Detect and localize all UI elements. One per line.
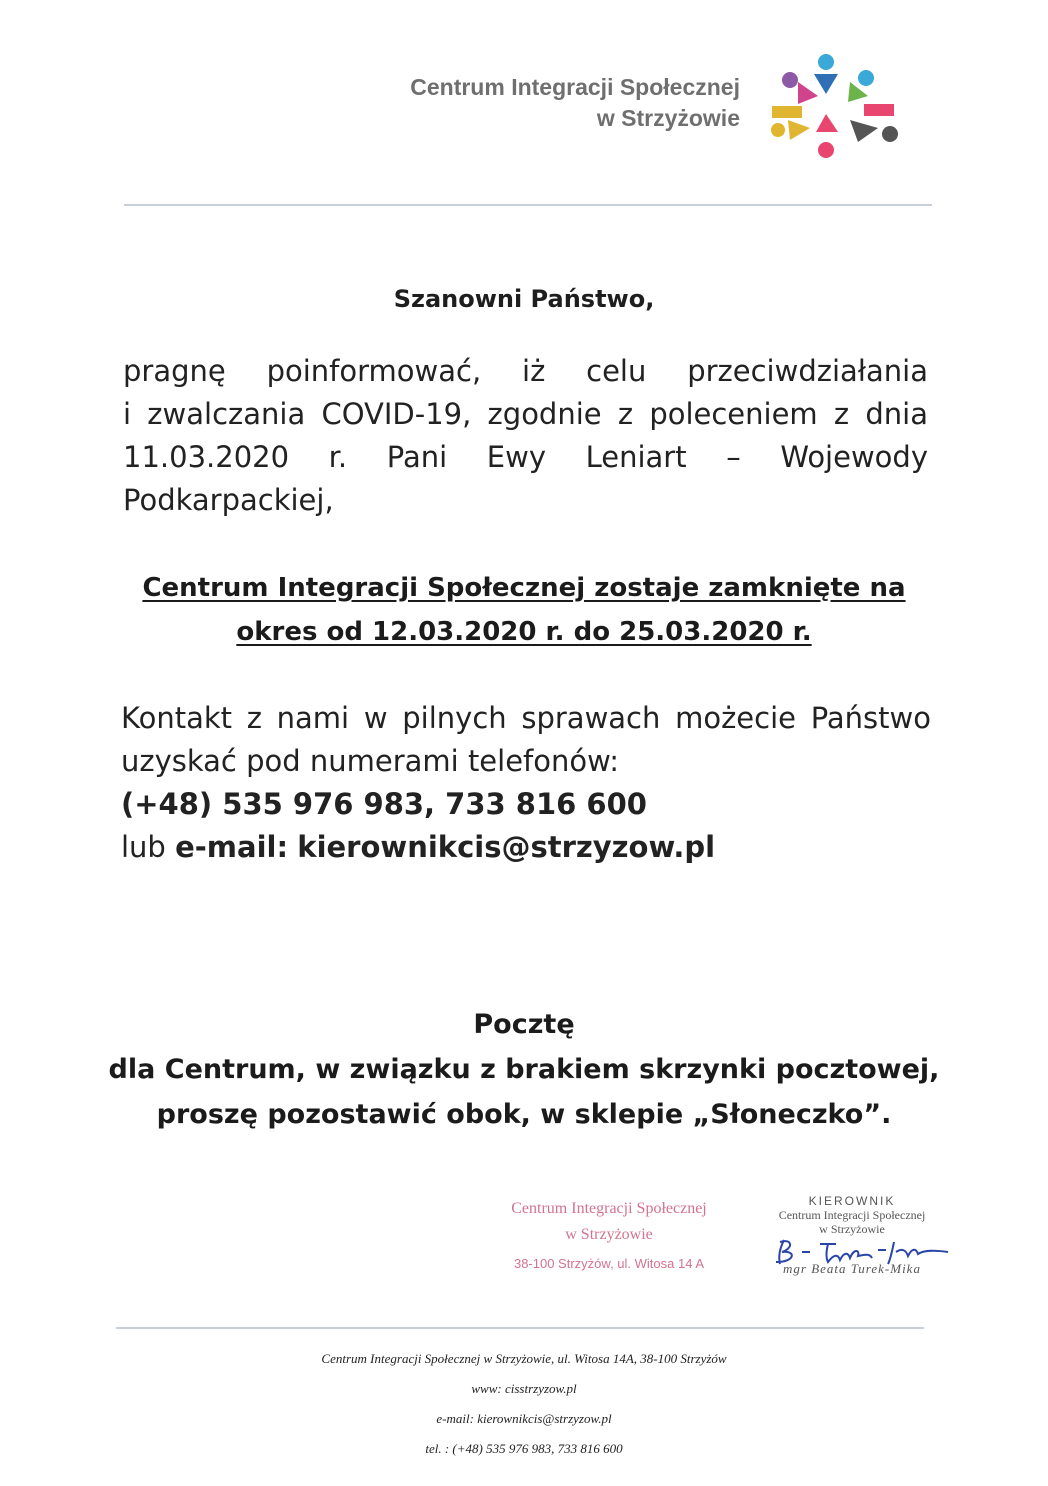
organization-stamp [478, 1196, 740, 1277]
stamp-line1: Centrum Integracji Społecznej [511, 1200, 707, 1217]
stamp-address: 38-100 Strzyżów, ul. Witosa 14 A [513, 1256, 705, 1271]
header-org-name-line1: Centrum Integracji Społecznej [410, 74, 740, 100]
contact-line1: Kontakt z nami w pilnych sprawach możecie Państwo [121, 701, 931, 735]
footer-www: www: cisstrzyzow.pl [471, 1381, 577, 1396]
mail-notice [0, 1002, 1048, 1137]
paragraph-line: Podkarpackiej, [123, 483, 334, 517]
greeting: Szanowni Państwo, [393, 285, 655, 313]
footer-email: e-mail: kierownikcis@strzyzow.pl [436, 1411, 612, 1426]
signature-icon [762, 1234, 952, 1268]
closure-notice-line2: okres od 12.03.2020 r. do 25.03.2020 r. [236, 617, 812, 647]
director-org-line2: w Strzyżowie [819, 1222, 885, 1236]
director-name: mgr Beata Turek-Mika [783, 1261, 921, 1276]
footer-phone: tel. : (+48) 535 976 983, 733 816 600 [425, 1441, 623, 1456]
paragraph-line: pragnę poinformować, iż celu przeciwdziałania [123, 354, 928, 388]
footer-divider [116, 1327, 924, 1329]
contact-section [121, 697, 931, 869]
closure-notice [0, 566, 1048, 654]
mail-notice-line3: proszę pozostawić obok, w sklepie „Słoneczko”. [156, 1099, 892, 1130]
header-org-name [410, 72, 740, 134]
header-org-name-line2: w Strzyżowie [596, 105, 740, 131]
stamp-line2: w Strzyżowie [565, 1226, 653, 1243]
footer [0, 1344, 1048, 1464]
contact-email: kierownikcis@strzyzow.pl [297, 830, 716, 864]
director-stamp [752, 1194, 952, 1276]
contact-phones: (+48) 535 976 983, 733 816 600 [121, 787, 647, 821]
main-paragraph [123, 350, 928, 522]
contact-email-prefix: lub [121, 830, 166, 864]
footer-address: Centrum Integracji Społecznej w Strzyżowie, ul. Witosa 14A, 38-100 Strzyżów [321, 1351, 727, 1366]
mail-notice-line1: Pocztę [473, 1009, 575, 1040]
director-title: KIEROWNIK [808, 1194, 896, 1208]
handwritten-signature [752, 1236, 952, 1266]
closure-notice-line1: Centrum Integracji Społecznej zostaje zamknięte na [142, 573, 906, 603]
contact-email-line [121, 826, 931, 869]
contact-email-label: e-mail: [175, 830, 289, 864]
mail-notice-line2: dla Centrum, w związku z brakiem skrzynki pocztowej, [108, 1054, 940, 1085]
director-org-line1: Centrum Integracji Społecznej [778, 1208, 926, 1222]
paragraph-line: i zwalczania COVID-19, zgodnie z poleceniem z dnia [123, 397, 928, 431]
contact-line2: uzyskać pod numerami telefonów: [121, 744, 620, 778]
people-circle-logo-icon [768, 52, 904, 162]
paragraph-line: 11.03.2020 r. Pani Ewy Leniart – Wojewody [123, 440, 928, 474]
header-divider [124, 204, 932, 206]
